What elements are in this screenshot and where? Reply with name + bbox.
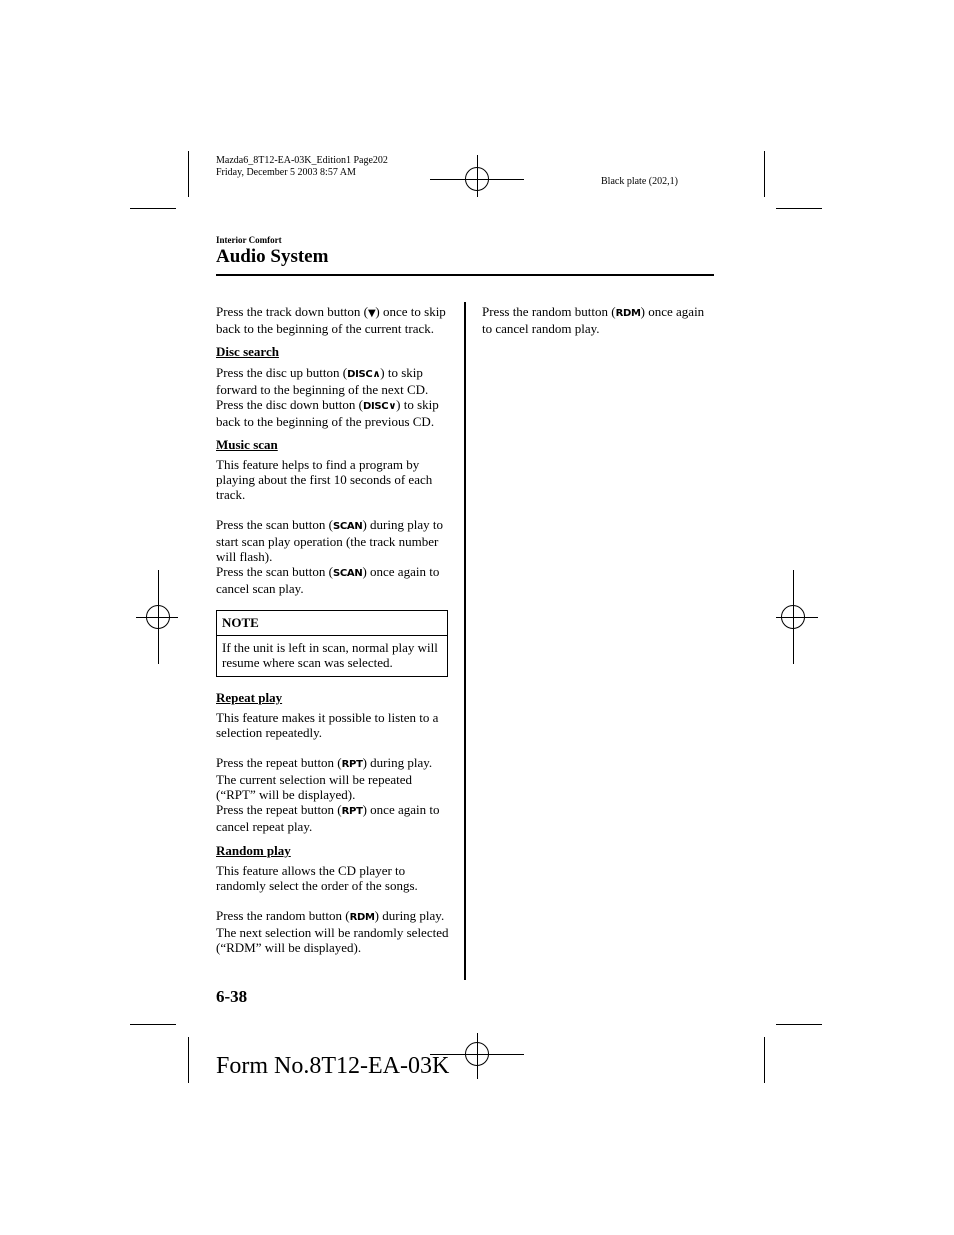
file-info-line1: Mazda6_8T12-EA-03K_Edition1 Page202 — [216, 155, 388, 166]
music-scan-intro: This feature helps to find a program by playing about the first 10 seconds of each track. — [216, 457, 433, 502]
disc-search-heading: Disc search — [216, 344, 279, 359]
repeat-play-intro: This feature makes it possible to listen to a selection repeatedly. — [216, 710, 439, 740]
disc-up-paragraph: Press the disc up button (DISC∧) to skip forward to the beginning of the next CD. — [216, 365, 429, 397]
section-title: Audio System — [216, 246, 329, 267]
random-icon: RDM — [349, 912, 375, 923]
column-divider — [464, 302, 466, 980]
random-start-paragraph: Press the random button (RDM) during play. The next selection will be randomly selected (“RDM” will be displayed). — [216, 908, 449, 955]
registration-mark-right — [776, 570, 818, 664]
left-column — [216, 304, 450, 955]
file-info-line2: Friday, December 5 2003 8:57 AM — [216, 167, 356, 178]
header-rule — [216, 274, 714, 276]
repeat-icon: RPT — [341, 759, 363, 770]
note-box — [216, 610, 448, 677]
scan-icon: SCAN — [332, 521, 363, 532]
repeat-cancel-paragraph: Press the repeat button (RPT) once again to cancel repeat play. — [216, 802, 440, 834]
registration-mark-top — [430, 155, 524, 197]
plate-info: Black plate (202,1) — [601, 176, 678, 187]
registration-mark-left — [136, 570, 178, 664]
disc-up-icon: DISC∧ — [347, 369, 381, 380]
page-number: 6-38 — [216, 987, 248, 1006]
crop-mark — [776, 1024, 822, 1025]
random-play-heading: Random play — [216, 843, 291, 858]
right-column — [482, 304, 716, 336]
disc-down-icon: DISC∨ — [362, 401, 397, 412]
crop-mark — [188, 151, 189, 197]
crop-mark — [764, 151, 765, 197]
section-label: Interior Comfort — [216, 235, 282, 245]
random-icon: RDM — [615, 308, 641, 319]
scan-icon: SCAN — [332, 568, 363, 579]
repeat-icon: RPT — [341, 806, 363, 817]
scan-start-paragraph: Press the scan button (SCAN) during play to start scan play operation (the track number will flash). — [216, 517, 443, 564]
form-number: Form No.8T12-EA-03K — [216, 1053, 450, 1079]
file-info — [216, 155, 388, 179]
crop-mark — [764, 1037, 765, 1083]
music-scan-heading: Music scan — [216, 437, 278, 452]
note-body: If the unit is left in scan, normal play will resume where scan was selected. — [222, 640, 438, 670]
random-cancel-paragraph: Press the random button (RDM) once again to cancel random play. — [482, 304, 705, 336]
repeat-play-heading: Repeat play — [216, 690, 283, 705]
crop-mark — [130, 1024, 176, 1025]
note-heading: NOTE — [217, 611, 447, 636]
crop-mark — [188, 1037, 189, 1083]
scan-cancel-paragraph: Press the scan button (SCAN) once again to cancel scan play. — [216, 564, 440, 596]
repeat-start-paragraph: Press the repeat button (RPT) during play. The current selection will be repeated (“RPT” will be displayed). — [216, 755, 433, 802]
disc-down-paragraph: Press the disc down button (DISC∨) to skip back to the beginning of the previous CD. — [216, 397, 439, 429]
track-down-paragraph: Press the track down button (▼) once to skip back to the beginning of the current track. — [216, 304, 446, 336]
random-play-intro: This feature allows the CD player to randomly select the order of the songs. — [216, 863, 418, 893]
crop-mark — [776, 208, 822, 209]
track-down-icon: ▼ — [368, 308, 376, 319]
crop-mark — [130, 208, 176, 209]
